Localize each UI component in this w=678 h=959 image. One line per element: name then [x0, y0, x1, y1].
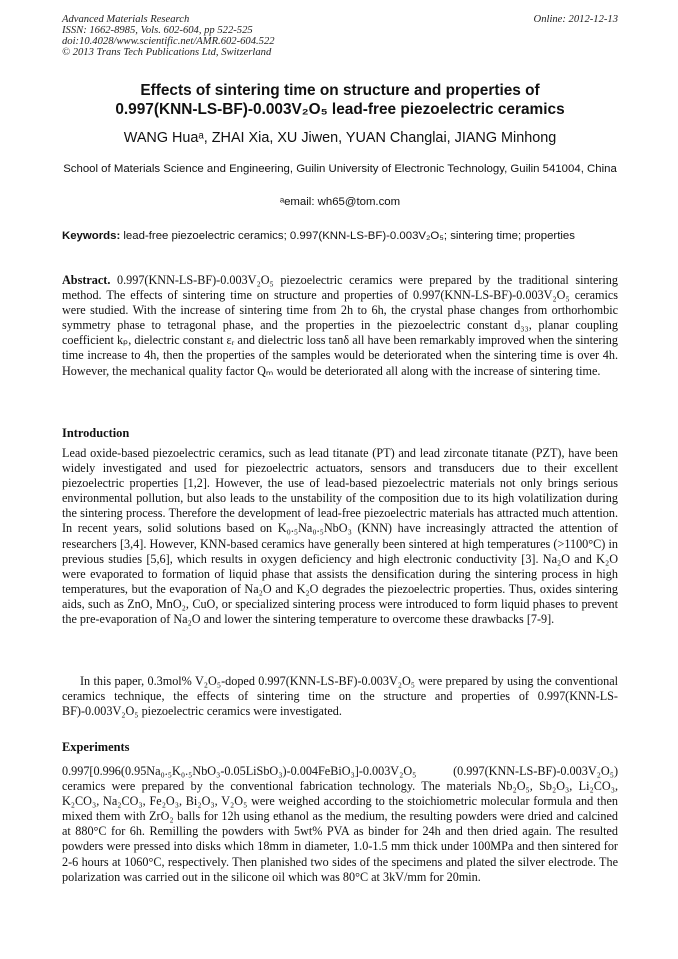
author-list: WANG Huaᵃ, ZHAI Xia, XU Jiwen, YUAN Changlai, JIANG Minhong — [123, 130, 557, 146]
title-line-1: Effects of sintering time on structure and properties of — [140, 82, 540, 99]
title-line-2: 0.997(KNN-LS-BF)-0.003V₂O₅ lead-free piezoelectric ceramics — [115, 101, 565, 118]
experiments-paragraph: 0.997[0.996(0.95Na₀.₅K₀.₅NbO₃-0.05LiSbO₃)-0.004FeBiO₃]-0.003V₂O₅ (0.997(KNN-LS-BF)-0.003V₂O₅) ceramics were prepared by the conventional fabrication technology. The materials Nb₂O₅, Sb₂O₃, Li₂CO₃, K₂CO₃, Na₂CO₃, Fe₂O₃, Bi₂O₃, V₂O₅ were weighed according to the stoichiometric molecular formula and then mixed them with ZrO₂ balls for 12h using ethanol as the medium, the resulting powders were dried and calcined at 880°C for 6h. Remilling the powders with 5wt% PVA as binder for 24h and then dried again. The resulted powders were pressed into disks which 18mm in diameter, 1.0-1.5 mm thick under 100MPa and then sintered for 2-6 hours at 1060°C, respectively. Then planished two sides of the specimens and plated the silver electrode. The polarization was carried out in the silicone oil which was 80°C at 3kV/mm for 20min. — [62, 764, 618, 884]
contact-email: ᵃemail: wh65@tom.com — [279, 196, 401, 208]
keywords-label: Keywords: — [62, 230, 121, 242]
issn-line: ISSN: 1662-8985, Vols. 602-604, pp 522-525 — [62, 25, 253, 36]
abstract-text: 0.997(KNN-LS-BF)-0.003V₂O₅ piezoelectric ceramics were prepared by the traditional sintering method. The effects of sintering time on structure and properties of 0.997(KNN-LS-BF)-0.003V₂O₅ ceramics were studied. With the increase of sintering time from 2h to 6h, the crystal phase changes from orthorhombic symmetry phase to tetragonal phase, and the properties in the piezoelectric constant d₃₃, planar coupling coefficient kₚ, dielectric constant εᵣ and dielectric loss tanδ all have been remarkably improved when the sintering time increase to 4h, then the properties of the samples would be deteriorated when the sintering time is over 4h. However, the mechanical quality factor Qₘ would be deteriorated all along with the increase of sintering time. — [62, 273, 618, 378]
abstract — [62, 273, 618, 379]
journal-name: Advanced Materials Research — [62, 14, 190, 25]
introduction-heading: Introduction — [62, 426, 130, 440]
copyright-line: © 2013 Trans Tech Publications Ltd, Switzerland — [62, 47, 272, 58]
experiments-heading: Experiments — [62, 740, 130, 754]
paper-title — [62, 81, 618, 119]
introduction-paragraph-1: Lead oxide-based piezoelectric ceramics, such as lead titanate (PT) and lead zirconate titanate (PZT), have been widely investigated and used for piezoelectric actuators, sensors and transducers due to their excellent piezoelectric properties [1,2]. However, the use of lead-based piezoelectric materials not only brings serious environmental pollution, but also leads to the unstability of the composition due to its high volatilization during the sintering process. Therefore the development of lead-free piezoelectric materials has attracted much attention. In recent years, solid solutions based on K₀.₅Na₀.₅NbO₃ (KNN) have increasingly attracted the attention of researchers [3,4]. However, KNN-based ceramics have generally been sintered at high temperatures (>1100°C) in previous studies [5,6], which results in oxygen deficiency and high electronic conductivity [3]. Na₂O and K₂O were evaporated to formation of liquid phase that assists the densification during the sintering process in high temperatures, but the evaporation of Na₂O and K₂O degrades the piezoelectric properties. Thus, oxides sintering aids, such as ZnO, MnO₂, CuO, or specialized sintering process were introduced to form liquid phases to prevent the pre-evaporation of Na₂O and lower the sintering temperature to overcome these drawbacks [7-9]. — [62, 446, 618, 627]
keywords — [62, 229, 618, 244]
online-date: Online: 2012-12-13 — [533, 14, 618, 25]
affiliation: School of Materials Science and Engineering, Guilin University of Electronic Technology, Guilin 541004, China — [63, 163, 617, 175]
keywords-text: lead-free piezoelectric ceramics; 0.997(KNN-LS-BF)-0.003V₂O₅; sintering time; properties — [123, 230, 575, 242]
doi-line: doi:10.4028/www.scientific.net/AMR.602-604.522 — [62, 36, 275, 47]
journal-header — [62, 14, 618, 58]
abstract-label: Abstract. — [62, 273, 111, 287]
introduction-paragraph-2: In this paper, 0.3mol% V₂O₅-doped 0.997(KNN-LS-BF)-0.003V₂O₅ were prepared by using the conventional ceramics technique, the effects of sintering time on the structure and properties of 0.997(KNN-LS-BF)-0.003V₂O₅ piezoelectric ceramics were investigated. — [62, 674, 618, 719]
